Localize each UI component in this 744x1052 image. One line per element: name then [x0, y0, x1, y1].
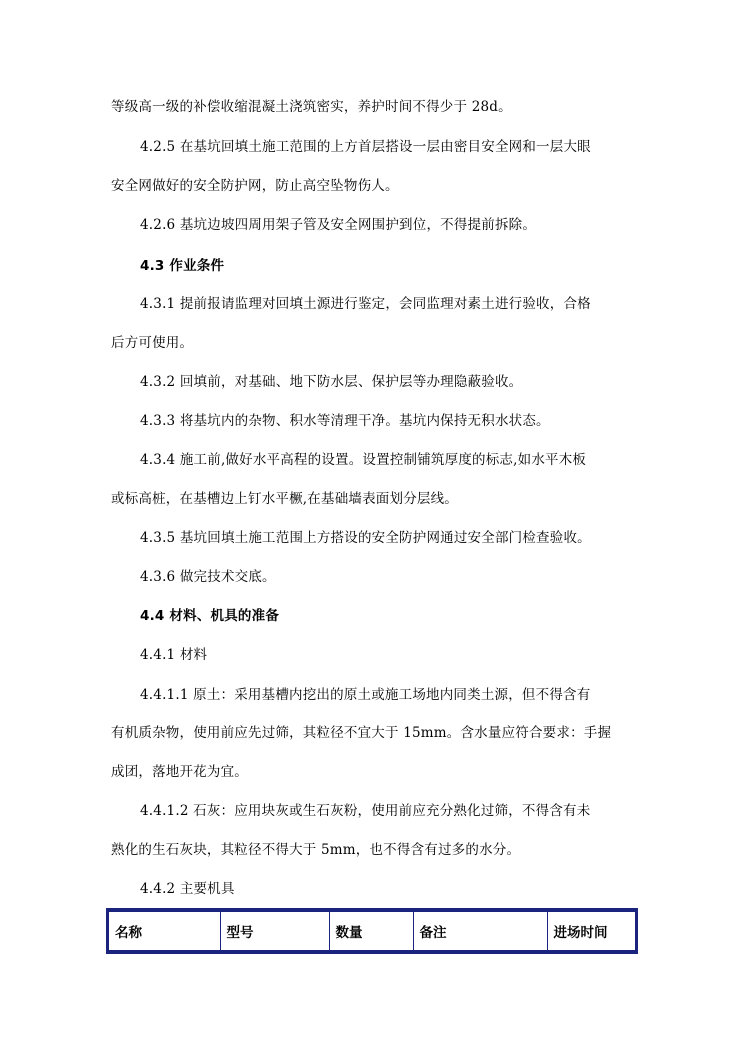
- section-heading: 4.4 材料、机具的准备: [140, 608, 280, 624]
- paragraph-line: 安全网做好的安全防护网，防止高空坠物伤人。: [111, 178, 399, 194]
- paragraph-line: 4.4.1 材料: [140, 647, 208, 663]
- paragraph-line: 4.2.5 在基坑回填土施工范围的上方首层搭设一层由密目安全网和一层大眼: [140, 139, 591, 155]
- section-heading: 4.3 作业条件: [140, 258, 225, 274]
- table-header-cell: 备注: [413, 912, 547, 951]
- paragraph-line: 后方可使用。: [111, 335, 194, 351]
- paragraph-line: 成团，落地开花为宜。: [111, 764, 248, 780]
- equipment-table: [106, 908, 638, 954]
- paragraph-line: 4.3.4 施工前,做好水平高程的设置。设置控制铺筑厚度的标志,如水平木板: [140, 452, 587, 468]
- table-header-cell: 进场时间: [547, 912, 635, 951]
- paragraph-line: 4.3.3 将基坑内的杂物、积水等清理干净。基坑内保持无积水状态。: [140, 413, 550, 429]
- paragraph-line: 4.3.6 做完技术交底。: [140, 569, 276, 585]
- table-header-cell: 数量: [329, 912, 413, 951]
- paragraph-line: 4.4.1.1 原土：采用基槽内挖出的原土或施工场地内同类土源，但不得含有: [140, 687, 591, 703]
- paragraph-line: 等级高一级的补偿收缩混凝土浇筑密实，养护时间不得少于 28d。: [111, 99, 512, 115]
- paragraph-line: 4.4.1.2 石灰：应用块灰或生石灰粉，使用前应充分熟化过筛，不得含有未: [140, 803, 591, 819]
- paragraph-line: 4.3.5 基坑回填土施工范围上方搭设的安全防护网通过安全部门检查验收。: [140, 530, 591, 546]
- paragraph-line: 或标高桩，在基槽边上钉水平橛,在基础墙表面划分层线。: [111, 491, 458, 507]
- table-header-cell: 名称: [109, 912, 220, 951]
- table-header-row: [109, 912, 635, 951]
- paragraph-line: 熟化的生石灰块，其粒径不得大于 5mm，也不得含有过多的水分。: [111, 842, 521, 858]
- paragraph-line: 4.4.2 主要机具: [140, 881, 235, 897]
- paragraph-line: 4.3.2 回填前，对基础、地下防水层、保护层等办理隐蔽验收。: [140, 374, 523, 390]
- paragraph-line: 有机质杂物，使用前应先过筛，其粒径不宜大于 15mm。含水量应符合要求：手握: [111, 725, 612, 741]
- table-header-cell: 型号: [220, 912, 329, 951]
- paragraph-line: 4.2.6 基坑边坡四周用架子管及安全网围护到位，不得提前拆除。: [140, 217, 537, 233]
- paragraph-line: 4.3.1 提前报请监理对回填土源进行鉴定，会同监理对素土进行验收，合格: [140, 296, 591, 312]
